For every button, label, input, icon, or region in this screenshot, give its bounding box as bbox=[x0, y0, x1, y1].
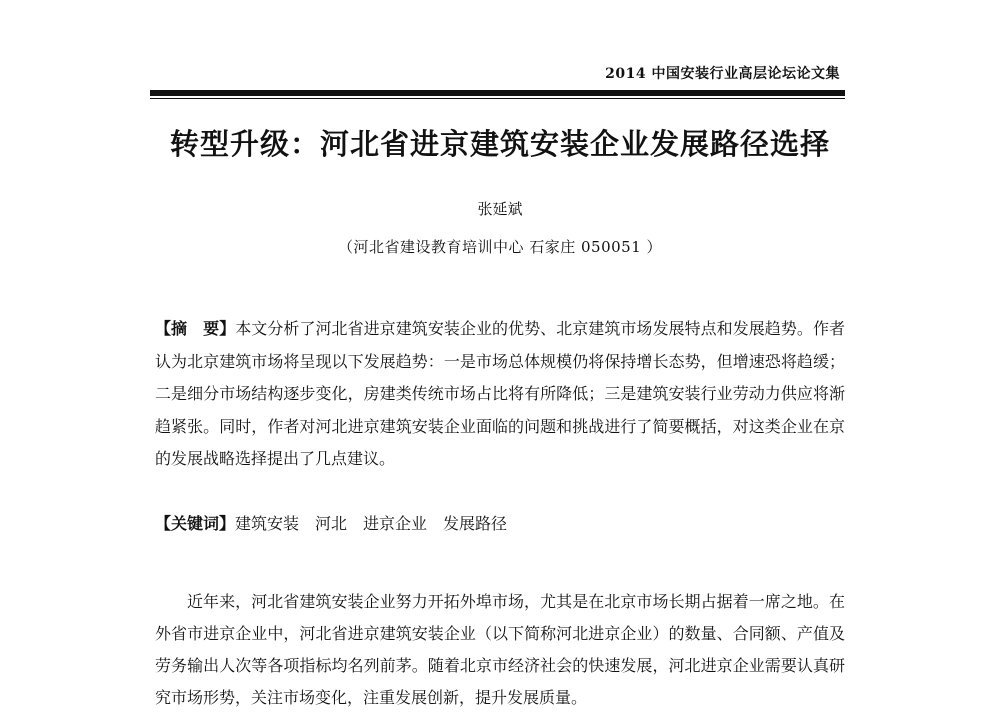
keywords-label: 【关键词】 bbox=[155, 514, 236, 533]
body-paragraph: 近年来，河北省建筑安装企业努力开拓外埠市场，尤其是在北京市场长期占据着一席之地。在外省市进京企业中，河北省进京建筑安装企业（以下简称河北进京企业）的数量、合同额、产值及劳务输出人次等各项指标均名列前茅。随着北京市经济社会的快速发展，河北进京企业需要认真研究市场形势，关注市场变化，注重发展创新，提升发展质量。 bbox=[155, 592, 845, 707]
article-title: 转型升级：河北省进京建筑安装企业发展路径选择 bbox=[169, 127, 830, 161]
author-name: 张延斌 bbox=[477, 200, 523, 218]
keywords-text: 建筑安装 河北 进京企业 发展路径 bbox=[235, 514, 508, 533]
abstract-label: 【摘 要】 bbox=[155, 319, 236, 338]
header-rule-thick bbox=[150, 90, 845, 96]
keywords bbox=[155, 509, 845, 539]
running-header: 2014 中国安装行业高层论坛论文集 bbox=[605, 66, 840, 82]
author-affiliation: （河北省建设教育培训中心 石家庄 050051 ） bbox=[337, 238, 663, 256]
abstract bbox=[155, 313, 845, 476]
header-rule-thin bbox=[150, 98, 845, 99]
abstract-text: 本文分析了河北省进京建筑安装企业的优势、北京建筑市场发展特点和发展趋势。作者认为北京建筑市场将呈现以下发展趋势：一是市场总体规模仍将保持增长态势，但增速恐将趋缓；二是细分市场结构逐步变化，房建类传统市场占比将有所降低；三是建筑安装行业劳动力供应将渐趋紧张。同时，作者对河北进京建筑安装企业面临的问题和挑战进行了简要概括，对这类企业在京的发展战略选择提出了几点建议。 bbox=[155, 319, 845, 468]
